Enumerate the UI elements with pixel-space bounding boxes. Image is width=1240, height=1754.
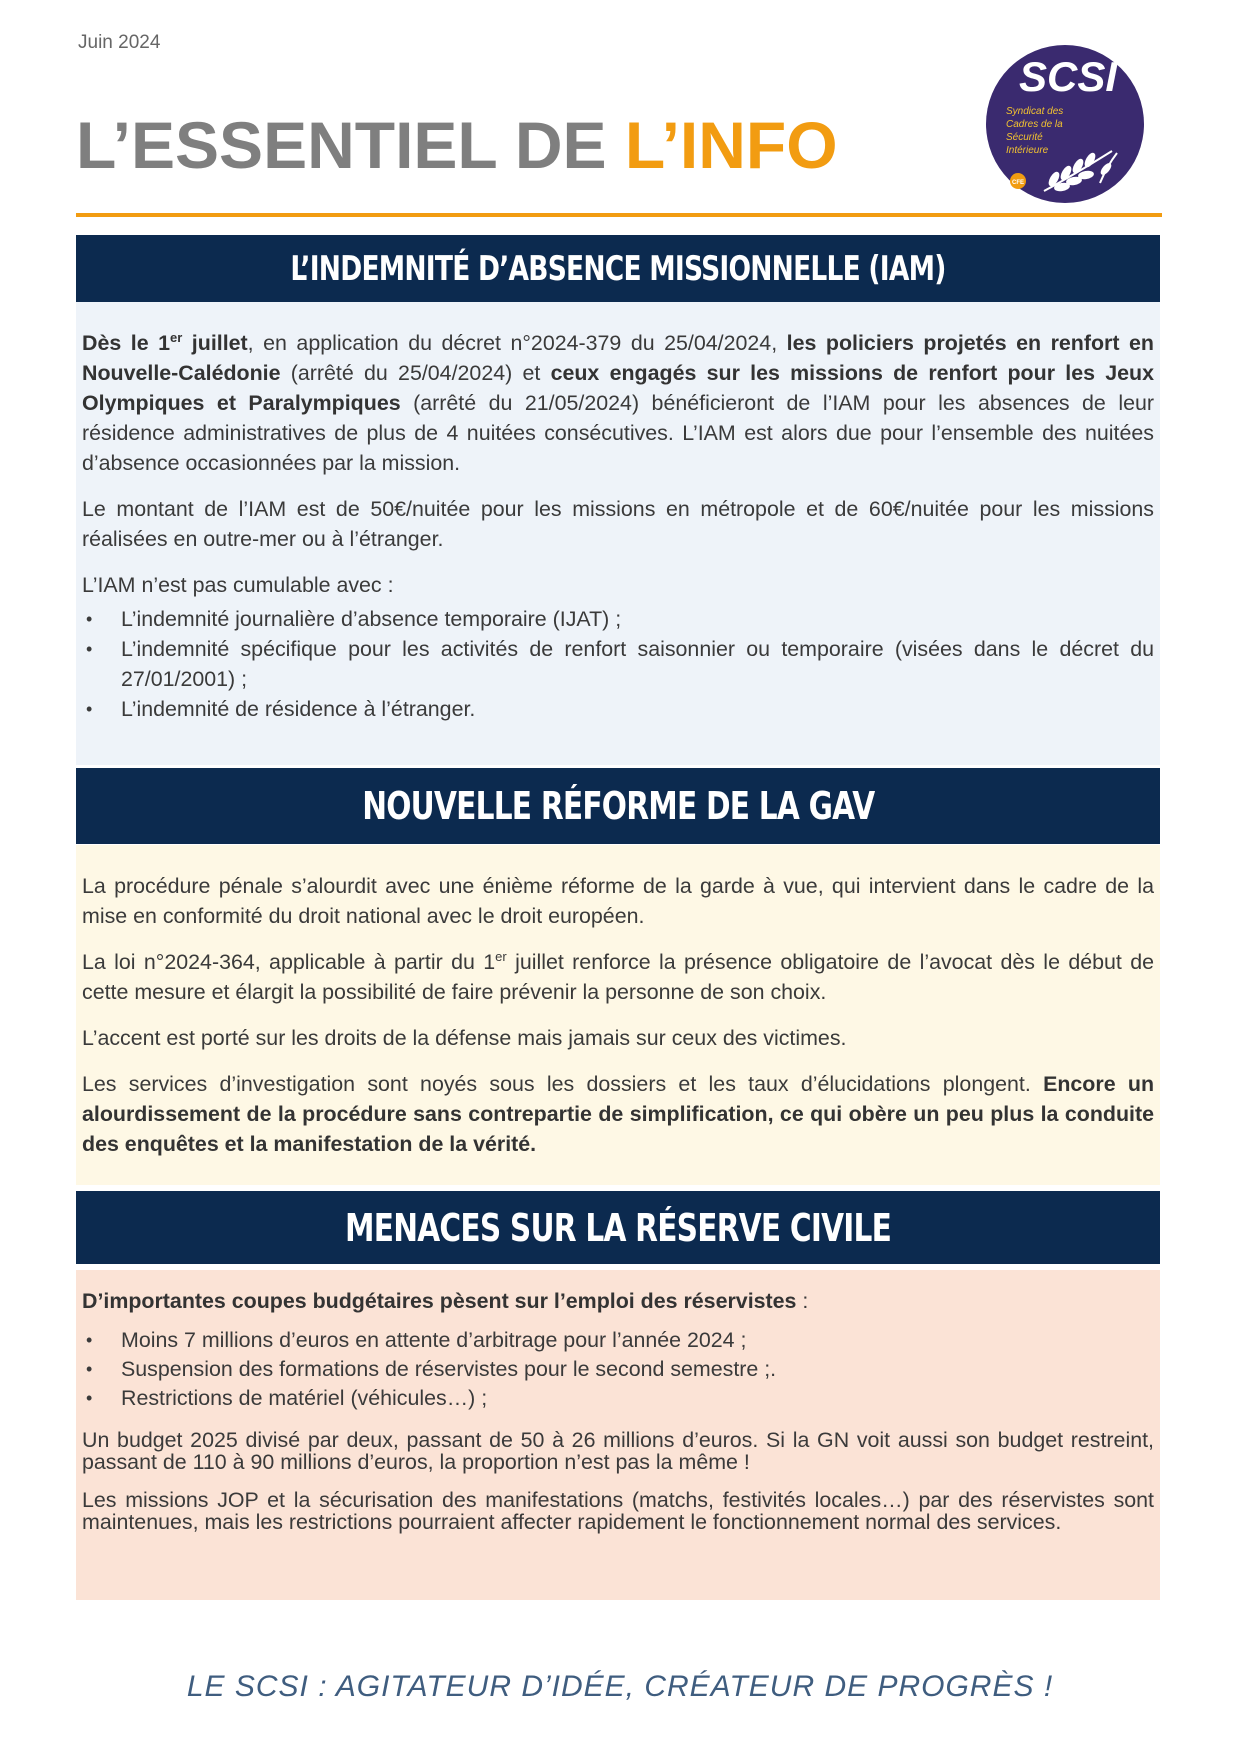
section-iam-body (76, 302, 1160, 765)
logo-wordmark: SCSI (1018, 53, 1118, 100)
section-heading-gav: NOUVELLE RÉFORME DE LA GAV (361, 784, 875, 828)
list-item: • Moins 7 millions d’euros en attente d’arbitrage pour l’année 2024 ; (82, 1326, 1154, 1355)
reserve-paragraph-3: Les missions JOP et la sécurisation des manifestations (matchs, festivités locales…) par des réservistes sont maintenues, mais les restrictions pourraient affecter rapidement le fonctionnement normal des services. (82, 1488, 1154, 1534)
section-banner-reserve (76, 1191, 1160, 1264)
issue-date: Juin 2024 (78, 32, 161, 53)
title-part-grey: L’ESSENTIEL DE (76, 108, 625, 182)
reserve-paragraph-2: Un budget 2025 divisé par deux, passant de 50 à 26 millions d’euros. Si la GN voit aussi son budget restreint, passant de 110 à 90 millions d’euros, la proportion n’est pas la même ! (82, 1428, 1154, 1474)
gav-paragraph-1: La procédure pénale s’alourdit avec une énième réforme de la garde à vue, qui intervient dans le cadre de la mise en conformité du droit national avec le droit européen. (82, 874, 1154, 928)
section-reserve-body (76, 1270, 1160, 1600)
list-item: • Suspension des formations de réservistes pour le second semestre ;. (82, 1355, 1154, 1384)
bullet-icon: • (86, 639, 93, 659)
title-part-orange: L’INFO (624, 108, 838, 182)
section-heading-reserve: MENACES SUR LA RÉSERVE CIVILE (344, 1205, 892, 1250)
gav-paragraph-3: L’accent est porté sur les droits de la défense mais jamais sur ceux des victimes. (82, 1026, 847, 1050)
gav-paragraph-4: Les services d’investigation sont noyés sous les dossiers et les taux d’élucidations plongent. Encore un alourdissement de la procédure sans contrepartie de simplification, ce qui obère un peu plus la conduite des enquêtes et la manifestation de la vérité. (82, 1072, 1155, 1156)
reserve-intro: D’importantes coupes budgétaires pèsent sur l’emploi des réservistes : (82, 1289, 809, 1313)
scsi-logo (982, 41, 1148, 207)
iam-paragraph-2: Le montant de l’IAM est de 50€/nuitée pour les missions en métropole et de 60€/nuitée pour les missions réalisées en outre-mer ou à l’étranger. (82, 497, 1154, 551)
iam-paragraph-3: L’IAM n’est pas cumulable avec : (82, 573, 394, 597)
logo-line-1: Syndicat des (1006, 106, 1064, 117)
gav-paragraph-2: La loi n°2024-364, applicable à partir du 1er juillet renforce la présence obligatoire de l’avocat dès le début de cette mesure et élargit la possibilité de faire prévenir la personne de son choix. (82, 948, 1154, 1004)
bullet-icon: • (86, 1330, 93, 1350)
bullet-icon: • (86, 699, 93, 719)
list-item: • L’indemnité de résidence à l’étranger. (82, 694, 1154, 724)
list-item: • L’indemnité spécifique pour les activités de renfort saisonnier ou temporaire (visées dans le décret du 27/01/2001) ; (82, 634, 1154, 694)
iam-non-cumulable-list (82, 604, 1154, 724)
title-underline (76, 213, 1162, 217)
logo-line-2: Cadres de la (1006, 119, 1063, 130)
bullet-icon: • (86, 609, 93, 629)
iam-paragraph-1: Dès le 1er juillet, en application du décret n°2024-379 du 25/04/2024, les policiers projetés en renfort en Nouvelle-Calédonie (arrêté du 25/04/2024) et ceux engagés sur les missions de renfort pour les Jeux Olympiques et Paralympiques (arrêté du 21/05/2024) bénéficieront de l’IAM pour les absences de leur résidence administratives de plus de 4 nuitées consécutives. L’IAM est alors due pour l’ensemble des nuitées d’absence occasionnées par la mission. (82, 329, 1154, 475)
footer-slogan: LE SCSI : AGITATEUR D’IDÉE, CRÉATEUR DE PROGRÈS ! (186, 1670, 1054, 1703)
section-gav-body (76, 845, 1160, 1185)
logo-line-3: Sécurité (1006, 132, 1043, 143)
logo-line-4: Intérieure (1006, 145, 1049, 156)
reserve-cuts-list (82, 1326, 1154, 1413)
section-banner-iam (76, 235, 1160, 302)
logo-badge: CFE (1012, 180, 1024, 186)
page-title (76, 108, 838, 182)
bullet-icon: • (86, 1359, 93, 1379)
bullet-icon: • (86, 1388, 93, 1408)
list-item: • L’indemnité journalière d’absence temporaire (IJAT) ; (82, 604, 1154, 634)
section-banner-gav (76, 768, 1160, 844)
section-heading-iam: L’INDEMNITÉ D’ABSENCE MISSIONNELLE (IAM) (290, 248, 946, 289)
list-item: • Restrictions de matériel (véhicules…) ; (82, 1384, 1154, 1413)
